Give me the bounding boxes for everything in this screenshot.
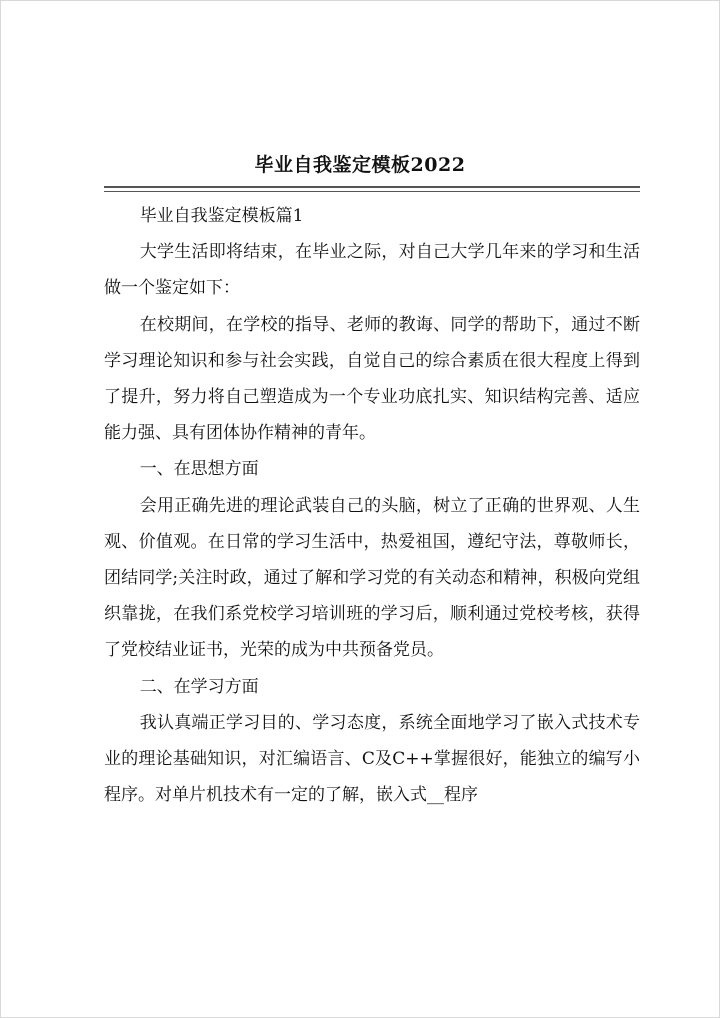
paragraph: 我认真端正学习目的、学习态度，系统全面地学习了嵌入式技术专业的理论基础知识，对汇编语言、C及C++掌握很好，能独立的编写小程序。对单片机技术有一定的了解，嵌入式__程序 <box>104 712 640 806</box>
section-heading: 毕业自我鉴定模板篇1 <box>139 206 304 226</box>
title-divider <box>104 186 640 192</box>
section-heading: 二、在学习方面 <box>139 676 259 697</box>
section-heading: 一、在思想方面 <box>139 459 259 480</box>
document-title: 毕业自我鉴定模板2022 <box>254 154 466 176</box>
paragraph: 在校期间，在学校的指导、老师的教诲、同学的帮助下，通过不断学习理论知识和参与社会实践，自觉自己的综合素质在很大程度上得到了提升，努力将自己塑造成为一个专业功底扎实、知识结构完善、适应能力强、具有团体协作精神的青年。 <box>104 314 640 444</box>
paragraph: 会用正确先进的理论武装自己的头脑，树立了正确的世界观、人生观、价值观。在日常的学习生活中，热爱祖国，遵纪守法，尊敬师长，团结同学;关注时政，通过了解和学习党的有关动态和精神，积极向党组织靠拢，在我们系党校学习培训班的学习后，顺利通过党校考核，获得了党校结业证书，光荣的成为中共预备党员。 <box>104 495 640 661</box>
document-body <box>104 198 640 813</box>
paragraph: 大学生活即将结束，在毕业之际，对自己大学几年来的学习和生活做一个鉴定如下： <box>104 242 640 299</box>
